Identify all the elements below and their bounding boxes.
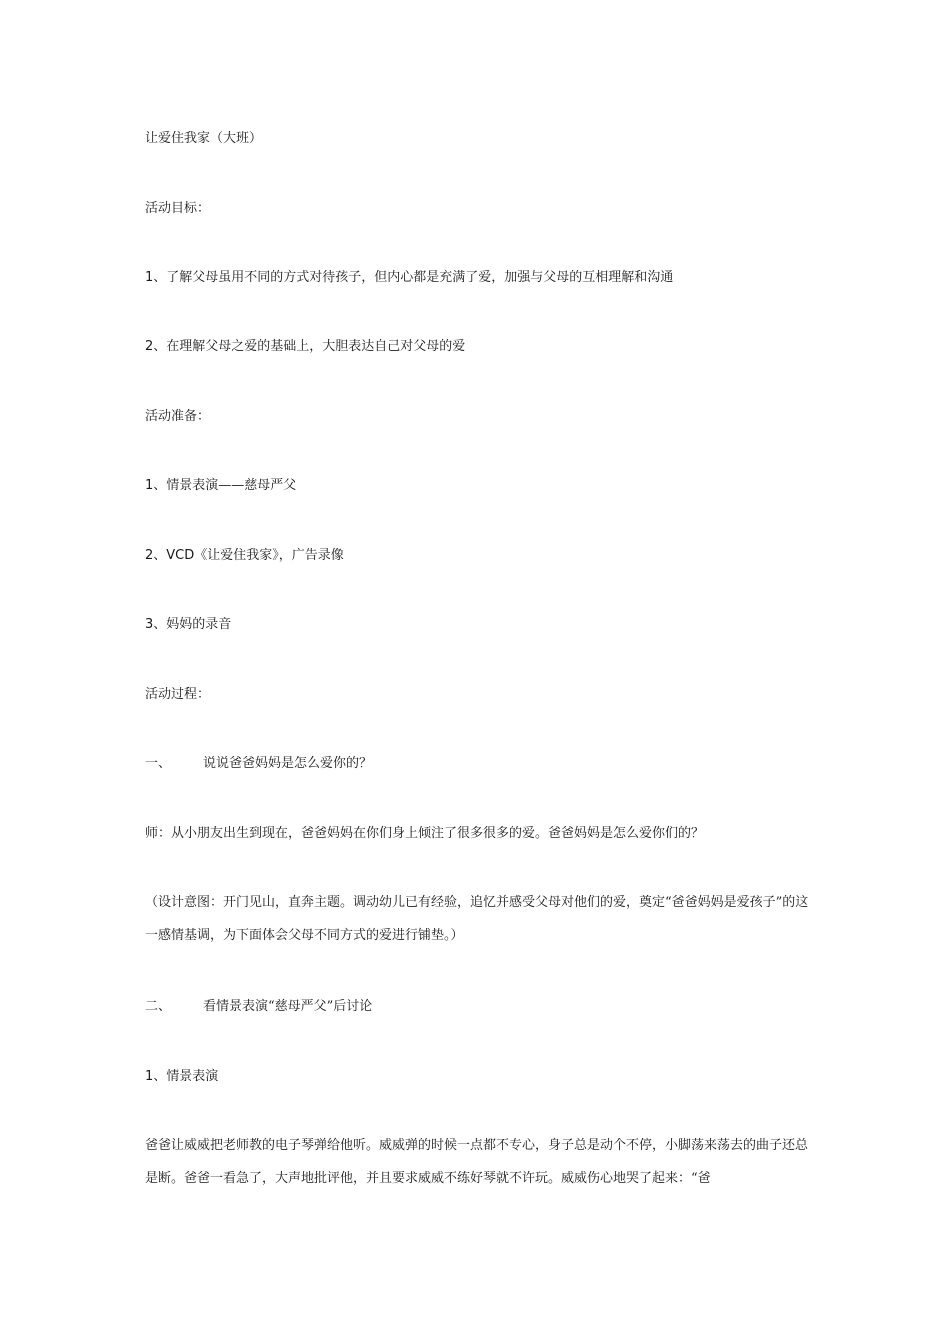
- step-2-heading: [145, 990, 813, 1023]
- prep-1-number: 1: [145, 478, 154, 493]
- prep-2-text: 《让爱住我家》，广告录像: [194, 548, 344, 563]
- prep-2-vcd: 、VCD: [153, 548, 195, 563]
- scene-number: 1: [145, 1069, 154, 1084]
- document-title: 让爱住我家（大班）: [145, 131, 263, 146]
- prep-2-number: 2: [145, 548, 154, 563]
- design-note: （设计意图：开门见山，直奔主题。调动幼儿已有经验，追忆并感受父母对他们的爱，奠定“爸爸妈妈是爱孩子”的这一感情基调，为下面体会父母不同方式的爱进行铺垫。）: [145, 895, 809, 943]
- prep-3-text: 、妈妈的录音: [153, 617, 232, 632]
- prep-item-2: [145, 539, 813, 572]
- goal-1-text: 、了解父母虽用不同的方式对待孩子，但内心都是充满了爱，加强与父母的互相理解和沟通: [153, 270, 674, 285]
- prep-item-1: [145, 469, 813, 502]
- step-1-heading: [145, 747, 813, 780]
- goal-2-number: 2: [145, 339, 154, 354]
- step-2-text: 看情景表演“慈母严父”后讨论: [203, 999, 373, 1014]
- step-1-text: 说说爸爸妈妈是怎么爱你的？: [203, 756, 373, 771]
- story-paragraph: 爸爸让威威把老师教的电子琴弹给他听。威威弹的时候一点都不专心，身子总是动个不停，小脚荡来荡去的曲子还总是断。爸爸一看急了，大声地批评他，并且要求威威不练好琴就不许玩。威威伤心地哭了起来：“爸: [145, 1138, 809, 1186]
- process-heading: 活动过程：: [145, 687, 211, 702]
- scene-text: 、情景表演: [153, 1069, 219, 1084]
- step-1-number: 一、: [145, 756, 172, 771]
- prep-item-3: [145, 608, 813, 641]
- teacher-line: 师：从小朋友出生到现在，爸爸妈妈在你们身上倾注了很多很多的爱。爸爸妈妈是怎么爱你们的？: [145, 826, 705, 841]
- step-2-number: 二、: [145, 999, 172, 1014]
- goal-2-text: 、在理解父母之爱的基础上，大胆表达自己对父母的爱: [153, 339, 466, 354]
- scene-heading: [145, 1060, 813, 1093]
- prep-heading: 活动准备：: [145, 409, 211, 424]
- prep-1-text: 、情景表演——慈母严父: [153, 478, 297, 493]
- goal-item-2: [145, 330, 813, 363]
- goals-heading: 活动目标：: [145, 201, 211, 216]
- goal-1-number: 1: [145, 270, 154, 285]
- prep-3-number: 3: [145, 617, 154, 632]
- goal-item-1: [145, 261, 813, 294]
